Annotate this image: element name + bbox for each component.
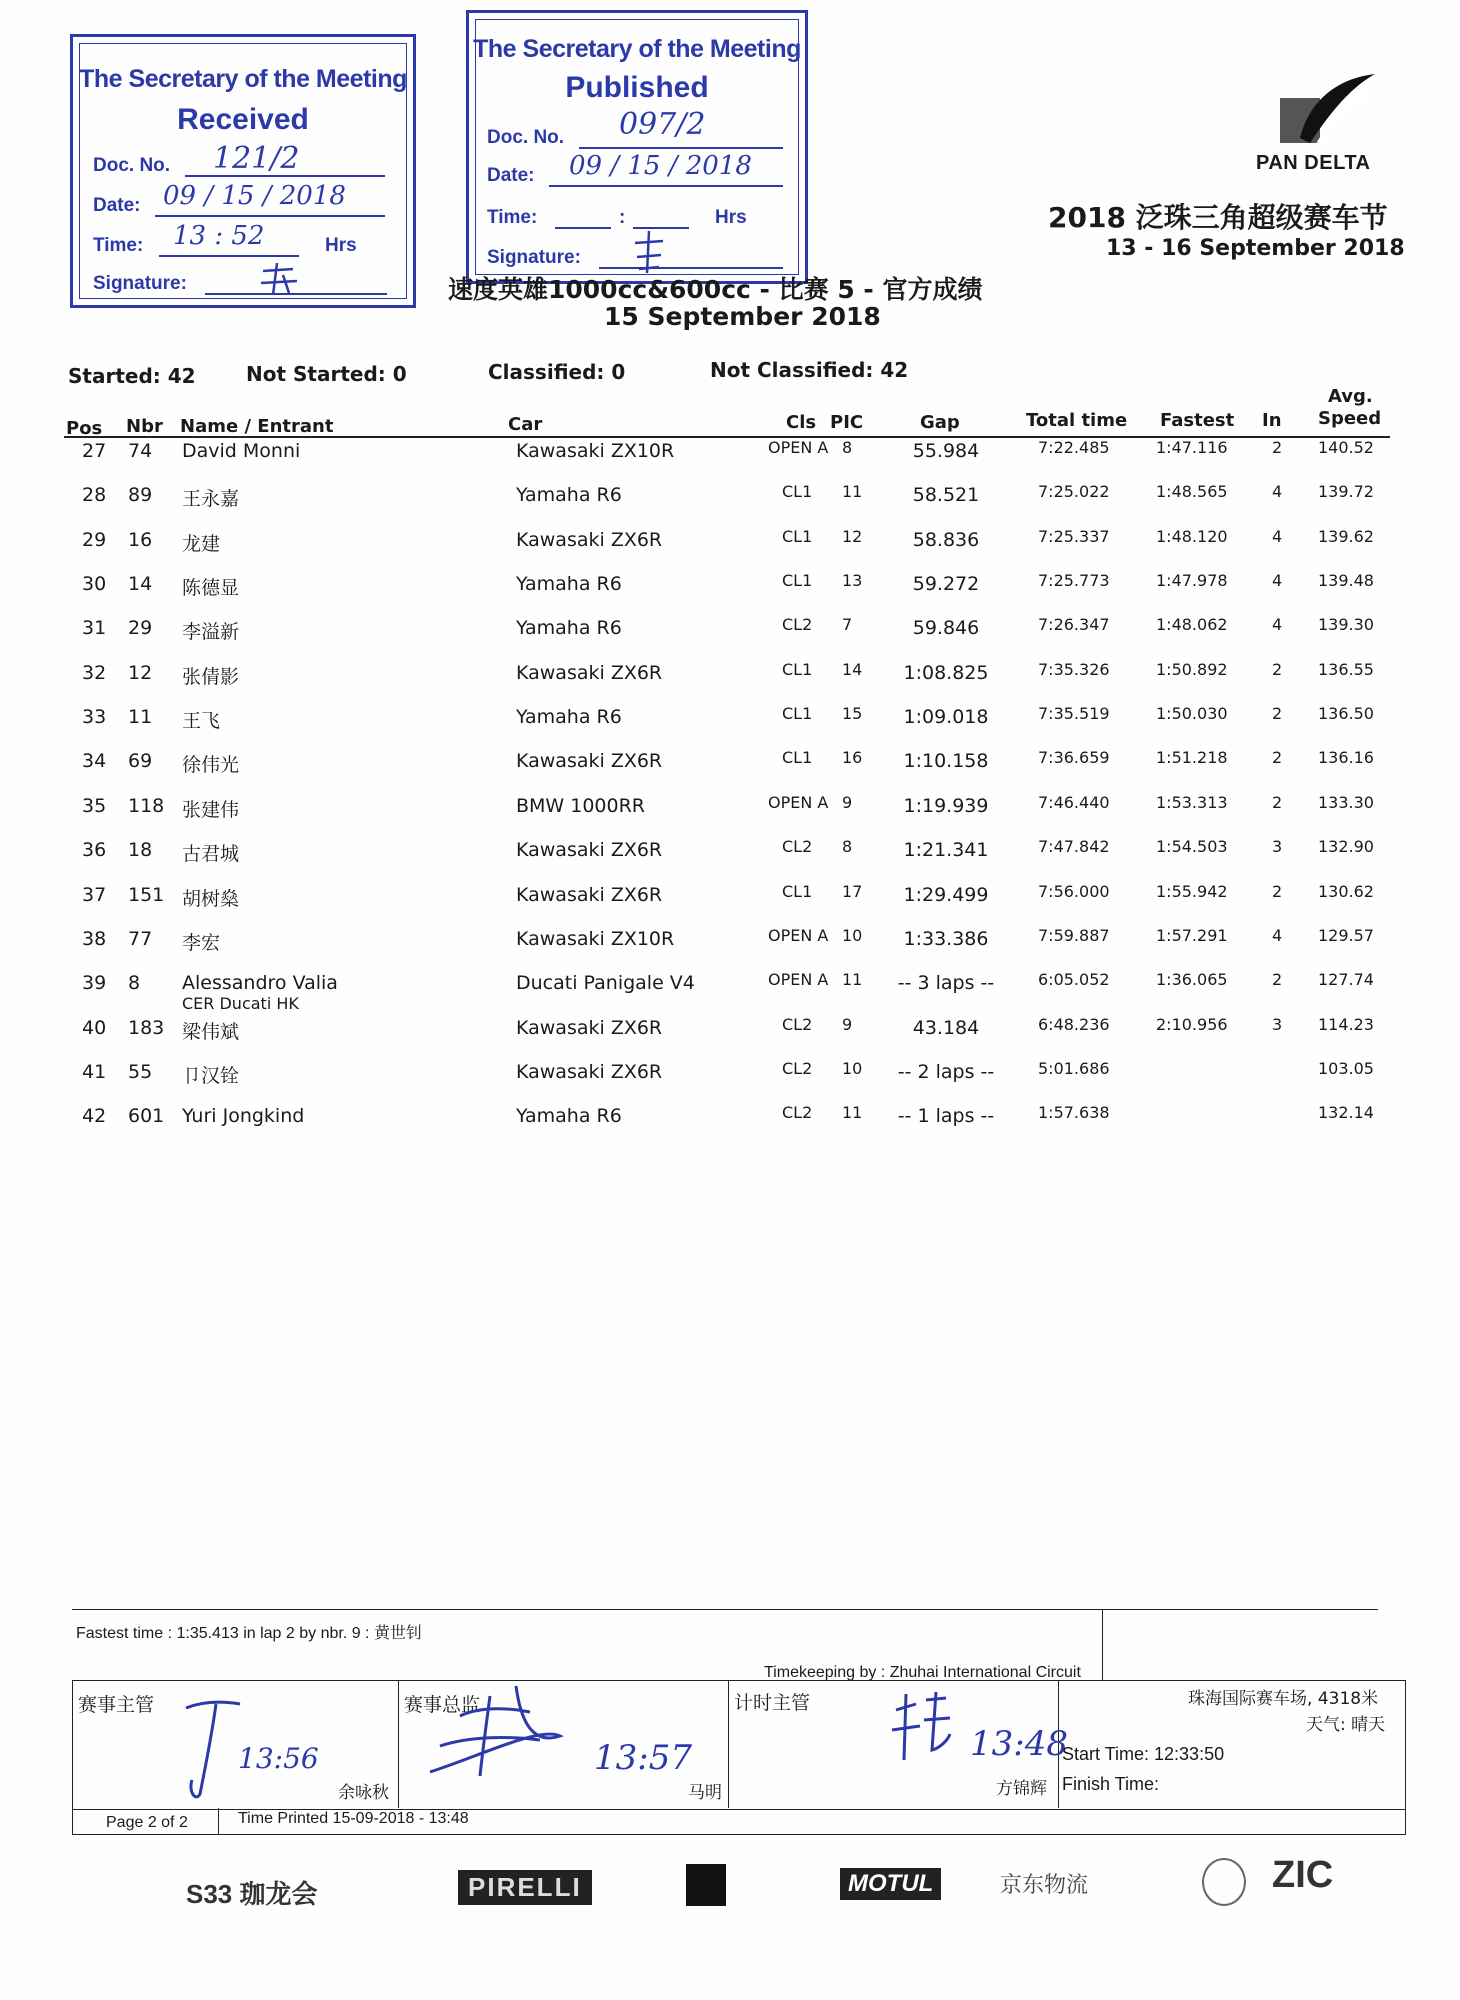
cell-cls: CL1 bbox=[782, 571, 813, 591]
logo-text: PAN DELTA bbox=[1256, 152, 1371, 174]
stamp-status: Received bbox=[177, 103, 309, 136]
cell-speed: 139.30 bbox=[1318, 615, 1374, 635]
cell-speed: 127.74 bbox=[1318, 970, 1374, 990]
cell-pos: 40 bbox=[82, 1016, 107, 1039]
cell-gap: 1:10.158 bbox=[903, 750, 989, 773]
col-pos: Pos bbox=[66, 418, 103, 439]
cell-car: Kawasaki ZX6R bbox=[516, 1060, 663, 1083]
cell-cls: CL2 bbox=[782, 615, 813, 635]
cell-fastest: 2:10.956 bbox=[1156, 1014, 1228, 1034]
timing-signature bbox=[886, 1690, 956, 1770]
doc-no-label: Doc. No. bbox=[93, 155, 171, 176]
cell-name: 王永嘉 bbox=[182, 488, 240, 511]
cell-speed: 136.55 bbox=[1318, 659, 1374, 679]
cell-nbr: 18 bbox=[128, 839, 153, 862]
doc-no-value: 121/2 bbox=[213, 141, 300, 176]
cell-total: 7:26.347 bbox=[1038, 615, 1110, 635]
timing-label: 计时主管 bbox=[734, 1692, 811, 1714]
date-value: 09 / 15 / 2018 bbox=[163, 181, 346, 211]
timekeeping-note: Timekeeping by : Zhuhai International Circuit bbox=[764, 1664, 1081, 1681]
cell-name: 龙建 bbox=[182, 532, 221, 555]
cell-fastest: 1:36.065 bbox=[1156, 970, 1228, 990]
finish-time: Finish Time: bbox=[1062, 1774, 1160, 1794]
cell-cls: CL2 bbox=[782, 1058, 813, 1078]
cell-pic: 16 bbox=[842, 748, 863, 768]
cell-in: 2 bbox=[1272, 704, 1283, 724]
cell-car: Kawasaki ZX6R bbox=[516, 839, 663, 862]
cell-pic: 15 bbox=[842, 704, 863, 724]
cell-gap: 1:19.939 bbox=[903, 794, 989, 817]
cell-name: Alessandro Valia bbox=[182, 972, 338, 995]
cell-cls: CL1 bbox=[782, 482, 813, 502]
col-avg: Avg. bbox=[1328, 386, 1373, 407]
stamp-title: The Secretary of the Meeting bbox=[473, 35, 801, 63]
cell-total: 7:22.485 bbox=[1038, 438, 1110, 457]
cell-name: 卩汉铨 bbox=[182, 1064, 240, 1087]
cell-speed: 139.62 bbox=[1318, 526, 1374, 546]
cell-gap: 1:33.386 bbox=[903, 927, 989, 950]
cell-speed: 140.52 bbox=[1318, 438, 1374, 457]
cell-speed: 136.16 bbox=[1318, 748, 1374, 768]
cell-gap: 58.836 bbox=[912, 528, 980, 551]
hrs-label: Hrs bbox=[715, 207, 747, 228]
cell-gap: 43.184 bbox=[912, 1016, 980, 1039]
cell-fastest: 1:55.942 bbox=[1156, 881, 1228, 901]
cell-nbr: 183 bbox=[128, 1016, 165, 1039]
clerk-time: 13:56 bbox=[238, 1742, 319, 1775]
cell-pic: 11 bbox=[842, 482, 863, 502]
col-gap: Gap bbox=[920, 412, 960, 433]
circuit-info: 珠海国际赛车场, 4318米 bbox=[1188, 1689, 1379, 1709]
col-in: In bbox=[1262, 410, 1282, 431]
timing-name: 方锦辉 bbox=[996, 1779, 1047, 1799]
cell-car: Yamaha R6 bbox=[516, 1105, 622, 1128]
cell-in: 4 bbox=[1272, 571, 1283, 591]
cell-pos: 36 bbox=[82, 839, 107, 862]
clerk-name: 余咏秋 bbox=[338, 1783, 389, 1803]
cell-name: 梁伟斌 bbox=[182, 1020, 240, 1043]
cell-gap: 58.521 bbox=[912, 484, 980, 507]
cell-pic: 14 bbox=[842, 659, 863, 679]
cell-total: 7:25.773 bbox=[1038, 571, 1110, 591]
cell-cls: CL1 bbox=[782, 526, 813, 546]
cell-cls: CL1 bbox=[782, 748, 813, 768]
event-dates: 13 - 16 September 2018 bbox=[1106, 236, 1405, 261]
cell-speed: 139.48 bbox=[1318, 571, 1374, 591]
cell-nbr: 12 bbox=[128, 661, 153, 684]
cell-car: Kawasaki ZX6R bbox=[516, 750, 663, 773]
cell-pos: 33 bbox=[82, 706, 107, 729]
cell-total: 6:48.236 bbox=[1038, 1014, 1110, 1034]
fastest-time-note: Fastest time : 1:35.413 in lap 2 by nbr. 9 : 黄世钊 bbox=[76, 1625, 422, 1642]
cell-pic: 10 bbox=[842, 1058, 863, 1078]
col-fastest: Fastest bbox=[1160, 410, 1235, 431]
cell-total: 7:47.842 bbox=[1038, 837, 1110, 857]
date-value: 09 / 15 / 2018 bbox=[569, 151, 752, 181]
sponsor-pirelli: PIRELLI bbox=[458, 1870, 592, 1905]
cell-fastest: 1:48.565 bbox=[1156, 482, 1228, 502]
cell-cls: OPEN A bbox=[768, 438, 829, 457]
cell-name: 陈德显 bbox=[182, 577, 240, 600]
sponsor-s33: S33 珈龙会 bbox=[186, 1879, 318, 1909]
cell-cls: CL1 bbox=[782, 704, 813, 724]
cell-speed: 130.62 bbox=[1318, 881, 1374, 901]
cell-total: 7:25.022 bbox=[1038, 482, 1110, 502]
signature-label: Signature: bbox=[487, 247, 581, 268]
cell-speed: 136.50 bbox=[1318, 704, 1374, 724]
signature-scribble bbox=[629, 229, 669, 275]
cell-pos: 37 bbox=[82, 883, 107, 906]
cell-car: Kawasaki ZX6R bbox=[516, 661, 663, 684]
doc-no-label: Doc. No. bbox=[487, 127, 565, 148]
cell-total: 7:46.440 bbox=[1038, 792, 1110, 812]
col-speed: Speed bbox=[1318, 408, 1382, 429]
cell-gap: 59.272 bbox=[912, 573, 980, 596]
cell-in: 2 bbox=[1272, 659, 1283, 679]
cell-cls: OPEN A bbox=[768, 792, 829, 812]
cell-car: Kawasaki ZX6R bbox=[516, 1016, 663, 1039]
cell-total: 7:59.887 bbox=[1038, 925, 1110, 945]
race-title: 速度英雄1000cc&600cc - 比赛 5 - 官方成绩 bbox=[448, 275, 983, 304]
cell-name: 胡树燊 bbox=[182, 887, 240, 910]
cell-cls: CL2 bbox=[782, 1103, 813, 1123]
cell-name: 张倩影 bbox=[182, 665, 240, 688]
cell-pic: 7 bbox=[842, 615, 853, 635]
cell-total: 5:01.686 bbox=[1038, 1058, 1110, 1078]
cell-pic: 13 bbox=[842, 571, 863, 591]
cell-cls: OPEN A bbox=[768, 970, 829, 990]
cell-gap: -- 2 laps -- bbox=[897, 1060, 995, 1083]
sponsor-jd: 京东物流 bbox=[1000, 1872, 1089, 1897]
cell-in: 4 bbox=[1272, 482, 1283, 502]
cell-nbr: 14 bbox=[128, 573, 153, 596]
cell-speed: 129.57 bbox=[1318, 925, 1374, 945]
cell-entrant: CER Ducati HK bbox=[182, 994, 299, 1014]
cell-gap: 55.984 bbox=[912, 440, 980, 462]
cell-car: Ducati Panigale V4 bbox=[516, 972, 695, 995]
time-printed: Time Printed 15-09-2018 - 13:48 bbox=[238, 1810, 469, 1827]
cell-gap: 1:29.499 bbox=[903, 883, 989, 906]
start-time: Start Time: 12:33:50 bbox=[1062, 1744, 1225, 1764]
cell-fastest: 1:47.116 bbox=[1156, 438, 1228, 457]
cell-fastest: 1:48.120 bbox=[1156, 526, 1228, 546]
col-car: Car bbox=[508, 414, 543, 435]
cell-in: 3 bbox=[1272, 837, 1283, 857]
cell-cls: CL2 bbox=[782, 837, 813, 857]
published-stamp bbox=[466, 10, 808, 284]
cell-pos: 41 bbox=[82, 1060, 107, 1083]
cell-pic: 9 bbox=[842, 792, 853, 812]
cell-nbr: 8 bbox=[128, 972, 141, 995]
hrs-label: Hrs bbox=[325, 235, 357, 256]
cell-car: Yamaha R6 bbox=[516, 484, 622, 507]
cell-name: David Monni bbox=[182, 440, 301, 462]
started-count: Started: 42 bbox=[68, 364, 196, 388]
cell-name: 古君城 bbox=[182, 843, 240, 866]
cell-fastest: 1:50.030 bbox=[1156, 704, 1228, 724]
cell-car: Kawasaki ZX10R bbox=[516, 440, 675, 462]
cell-car: Yamaha R6 bbox=[516, 617, 622, 640]
cell-in: 4 bbox=[1272, 526, 1283, 546]
cell-pos: 35 bbox=[82, 794, 107, 817]
director-label: 赛事总监 bbox=[404, 1694, 481, 1716]
cell-pic: 11 bbox=[842, 970, 863, 990]
cell-nbr: 118 bbox=[128, 794, 165, 817]
cell-name: 李溢新 bbox=[182, 621, 240, 644]
cell-car: Kawasaki ZX6R bbox=[516, 883, 663, 906]
cell-gap: -- 3 laps -- bbox=[897, 972, 995, 995]
cell-car: BMW 1000RR bbox=[516, 794, 646, 817]
cell-nbr: 16 bbox=[128, 528, 153, 551]
cell-in: 2 bbox=[1272, 970, 1283, 990]
cell-pos: 27 bbox=[82, 440, 107, 462]
cell-in: 2 bbox=[1272, 792, 1283, 812]
cell-nbr: 69 bbox=[128, 750, 153, 773]
signature-scribble bbox=[253, 261, 313, 297]
classified-count: Classified: 0 bbox=[488, 360, 626, 384]
page-number: Page 2 of 2 bbox=[106, 1814, 188, 1831]
timing-time: 13:48 bbox=[970, 1724, 1068, 1764]
time-label: Time: bbox=[93, 235, 144, 256]
cell-total: 7:35.326 bbox=[1038, 659, 1110, 679]
doc-no-value: 097/2 bbox=[619, 107, 706, 142]
cell-speed: 103.05 bbox=[1318, 1058, 1374, 1078]
cell-pic: 8 bbox=[842, 837, 853, 857]
signature-label: Signature: bbox=[93, 273, 187, 294]
cell-nbr: 55 bbox=[128, 1060, 153, 1083]
cell-gap: 1:09.018 bbox=[903, 706, 989, 729]
sponsor-emblem-icon bbox=[1202, 1858, 1246, 1906]
cell-car: Yamaha R6 bbox=[516, 573, 622, 596]
date-label: Date: bbox=[487, 165, 535, 186]
cell-speed: 114.23 bbox=[1318, 1014, 1374, 1034]
cell-nbr: 151 bbox=[128, 883, 165, 906]
time-colon: : bbox=[619, 207, 626, 228]
cell-car: Kawasaki ZX10R bbox=[516, 927, 675, 950]
cell-fastest: 1:51.218 bbox=[1156, 748, 1228, 768]
cell-pos: 30 bbox=[82, 573, 107, 596]
cell-speed: 133.30 bbox=[1318, 792, 1374, 812]
not-classified-count: Not Classified: 42 bbox=[710, 358, 909, 382]
cell-total: 1:57.638 bbox=[1038, 1103, 1110, 1123]
cell-cls: OPEN A bbox=[768, 925, 829, 945]
cell-pic: 12 bbox=[842, 526, 863, 546]
cell-in: 3 bbox=[1272, 1014, 1283, 1034]
stamp-title: The Secretary of the Meeting bbox=[79, 65, 407, 93]
cell-name: 徐伟光 bbox=[182, 754, 240, 777]
cell-pic: 10 bbox=[842, 925, 863, 945]
director-time: 13:57 bbox=[594, 1738, 692, 1778]
cell-nbr: 77 bbox=[128, 927, 153, 950]
col-name: Name / Entrant bbox=[180, 416, 334, 437]
cell-fastest: 1:50.892 bbox=[1156, 659, 1228, 679]
cell-pos: 32 bbox=[82, 661, 107, 684]
cell-in: 4 bbox=[1272, 615, 1283, 635]
cell-nbr: 89 bbox=[128, 484, 153, 507]
director-name: 马明 bbox=[688, 1783, 722, 1803]
col-cls: Cls bbox=[786, 412, 817, 433]
sponsor-motul: MOTUL bbox=[840, 1868, 941, 1900]
cell-fastest: 1:47.978 bbox=[1156, 571, 1228, 591]
cell-cls: CL1 bbox=[782, 881, 813, 901]
cell-gap: 1:21.341 bbox=[903, 839, 989, 862]
clerk-label: 赛事主管 bbox=[78, 1694, 155, 1716]
cell-name: 王飞 bbox=[182, 710, 221, 733]
cell-fastest: 1:53.313 bbox=[1156, 792, 1228, 812]
cell-pos: 29 bbox=[82, 528, 107, 551]
cell-pic: 11 bbox=[842, 1103, 863, 1123]
cell-speed: 132.90 bbox=[1318, 837, 1374, 857]
cell-gap: 1:08.825 bbox=[903, 661, 989, 684]
cell-pic: 8 bbox=[842, 438, 853, 457]
sponsor-black-box-icon bbox=[686, 1864, 726, 1906]
cell-name: 张建伟 bbox=[182, 798, 240, 821]
cell-in: 2 bbox=[1272, 881, 1283, 901]
cell-speed: 132.14 bbox=[1318, 1103, 1374, 1123]
cell-speed: 139.72 bbox=[1318, 482, 1374, 502]
cell-fastest: 1:54.503 bbox=[1156, 837, 1228, 857]
event-title: 2018 泛珠三角超级赛车节 bbox=[1048, 201, 1388, 234]
cell-name: Yuri Jongkind bbox=[182, 1105, 305, 1128]
sponsor-zic: ZIC bbox=[1272, 1854, 1334, 1896]
cell-total: 6:05.052 bbox=[1038, 970, 1110, 990]
director-signature bbox=[420, 1676, 570, 1786]
cell-nbr: 11 bbox=[128, 706, 153, 729]
col-nbr: Nbr bbox=[126, 416, 163, 437]
cell-in: 2 bbox=[1272, 748, 1283, 768]
race-date: 15 September 2018 bbox=[604, 302, 881, 331]
cell-pos: 31 bbox=[82, 617, 107, 640]
cell-pic: 9 bbox=[842, 1014, 853, 1034]
stamp-status: Published bbox=[565, 71, 709, 104]
cell-pos: 28 bbox=[82, 484, 107, 507]
cell-total: 7:36.659 bbox=[1038, 748, 1110, 768]
cell-in: 2 bbox=[1272, 438, 1283, 457]
received-stamp bbox=[70, 34, 416, 308]
cell-fastest: 1:57.291 bbox=[1156, 925, 1228, 945]
cell-nbr: 74 bbox=[128, 440, 153, 462]
cell-car: Kawasaki ZX6R bbox=[516, 528, 663, 551]
cell-pos: 38 bbox=[82, 927, 107, 950]
cell-pos: 39 bbox=[82, 972, 107, 995]
not-started-count: Not Started: 0 bbox=[246, 362, 407, 386]
cell-in: 4 bbox=[1272, 925, 1283, 945]
cell-gap: 59.846 bbox=[912, 617, 980, 640]
cell-name: 李宏 bbox=[182, 931, 221, 954]
date-label: Date: bbox=[93, 195, 141, 216]
cell-cls: CL2 bbox=[782, 1014, 813, 1034]
cell-total: 7:56.000 bbox=[1038, 881, 1110, 901]
cell-pos: 42 bbox=[82, 1105, 107, 1128]
cell-gap: -- 1 laps -- bbox=[897, 1105, 995, 1128]
cell-cls: CL1 bbox=[782, 659, 813, 679]
time-label: Time: bbox=[487, 207, 538, 228]
cell-fastest: 1:48.062 bbox=[1156, 615, 1228, 635]
cell-nbr: 601 bbox=[128, 1105, 165, 1128]
weather-info: 天气: 晴天 bbox=[1306, 1715, 1386, 1735]
cell-pic: 17 bbox=[842, 881, 863, 901]
cell-total: 7:35.519 bbox=[1038, 704, 1110, 724]
cell-car: Yamaha R6 bbox=[516, 706, 622, 729]
pan-delta-logo-icon bbox=[1270, 68, 1380, 148]
col-total: Total time bbox=[1026, 410, 1128, 431]
footer-top-rule bbox=[72, 1609, 1378, 1610]
cell-pos: 34 bbox=[82, 750, 107, 773]
time-value: 13 : 52 bbox=[173, 221, 265, 251]
cell-nbr: 29 bbox=[128, 617, 153, 640]
col-pic: PIC bbox=[830, 412, 864, 433]
cell-total: 7:25.337 bbox=[1038, 526, 1110, 546]
